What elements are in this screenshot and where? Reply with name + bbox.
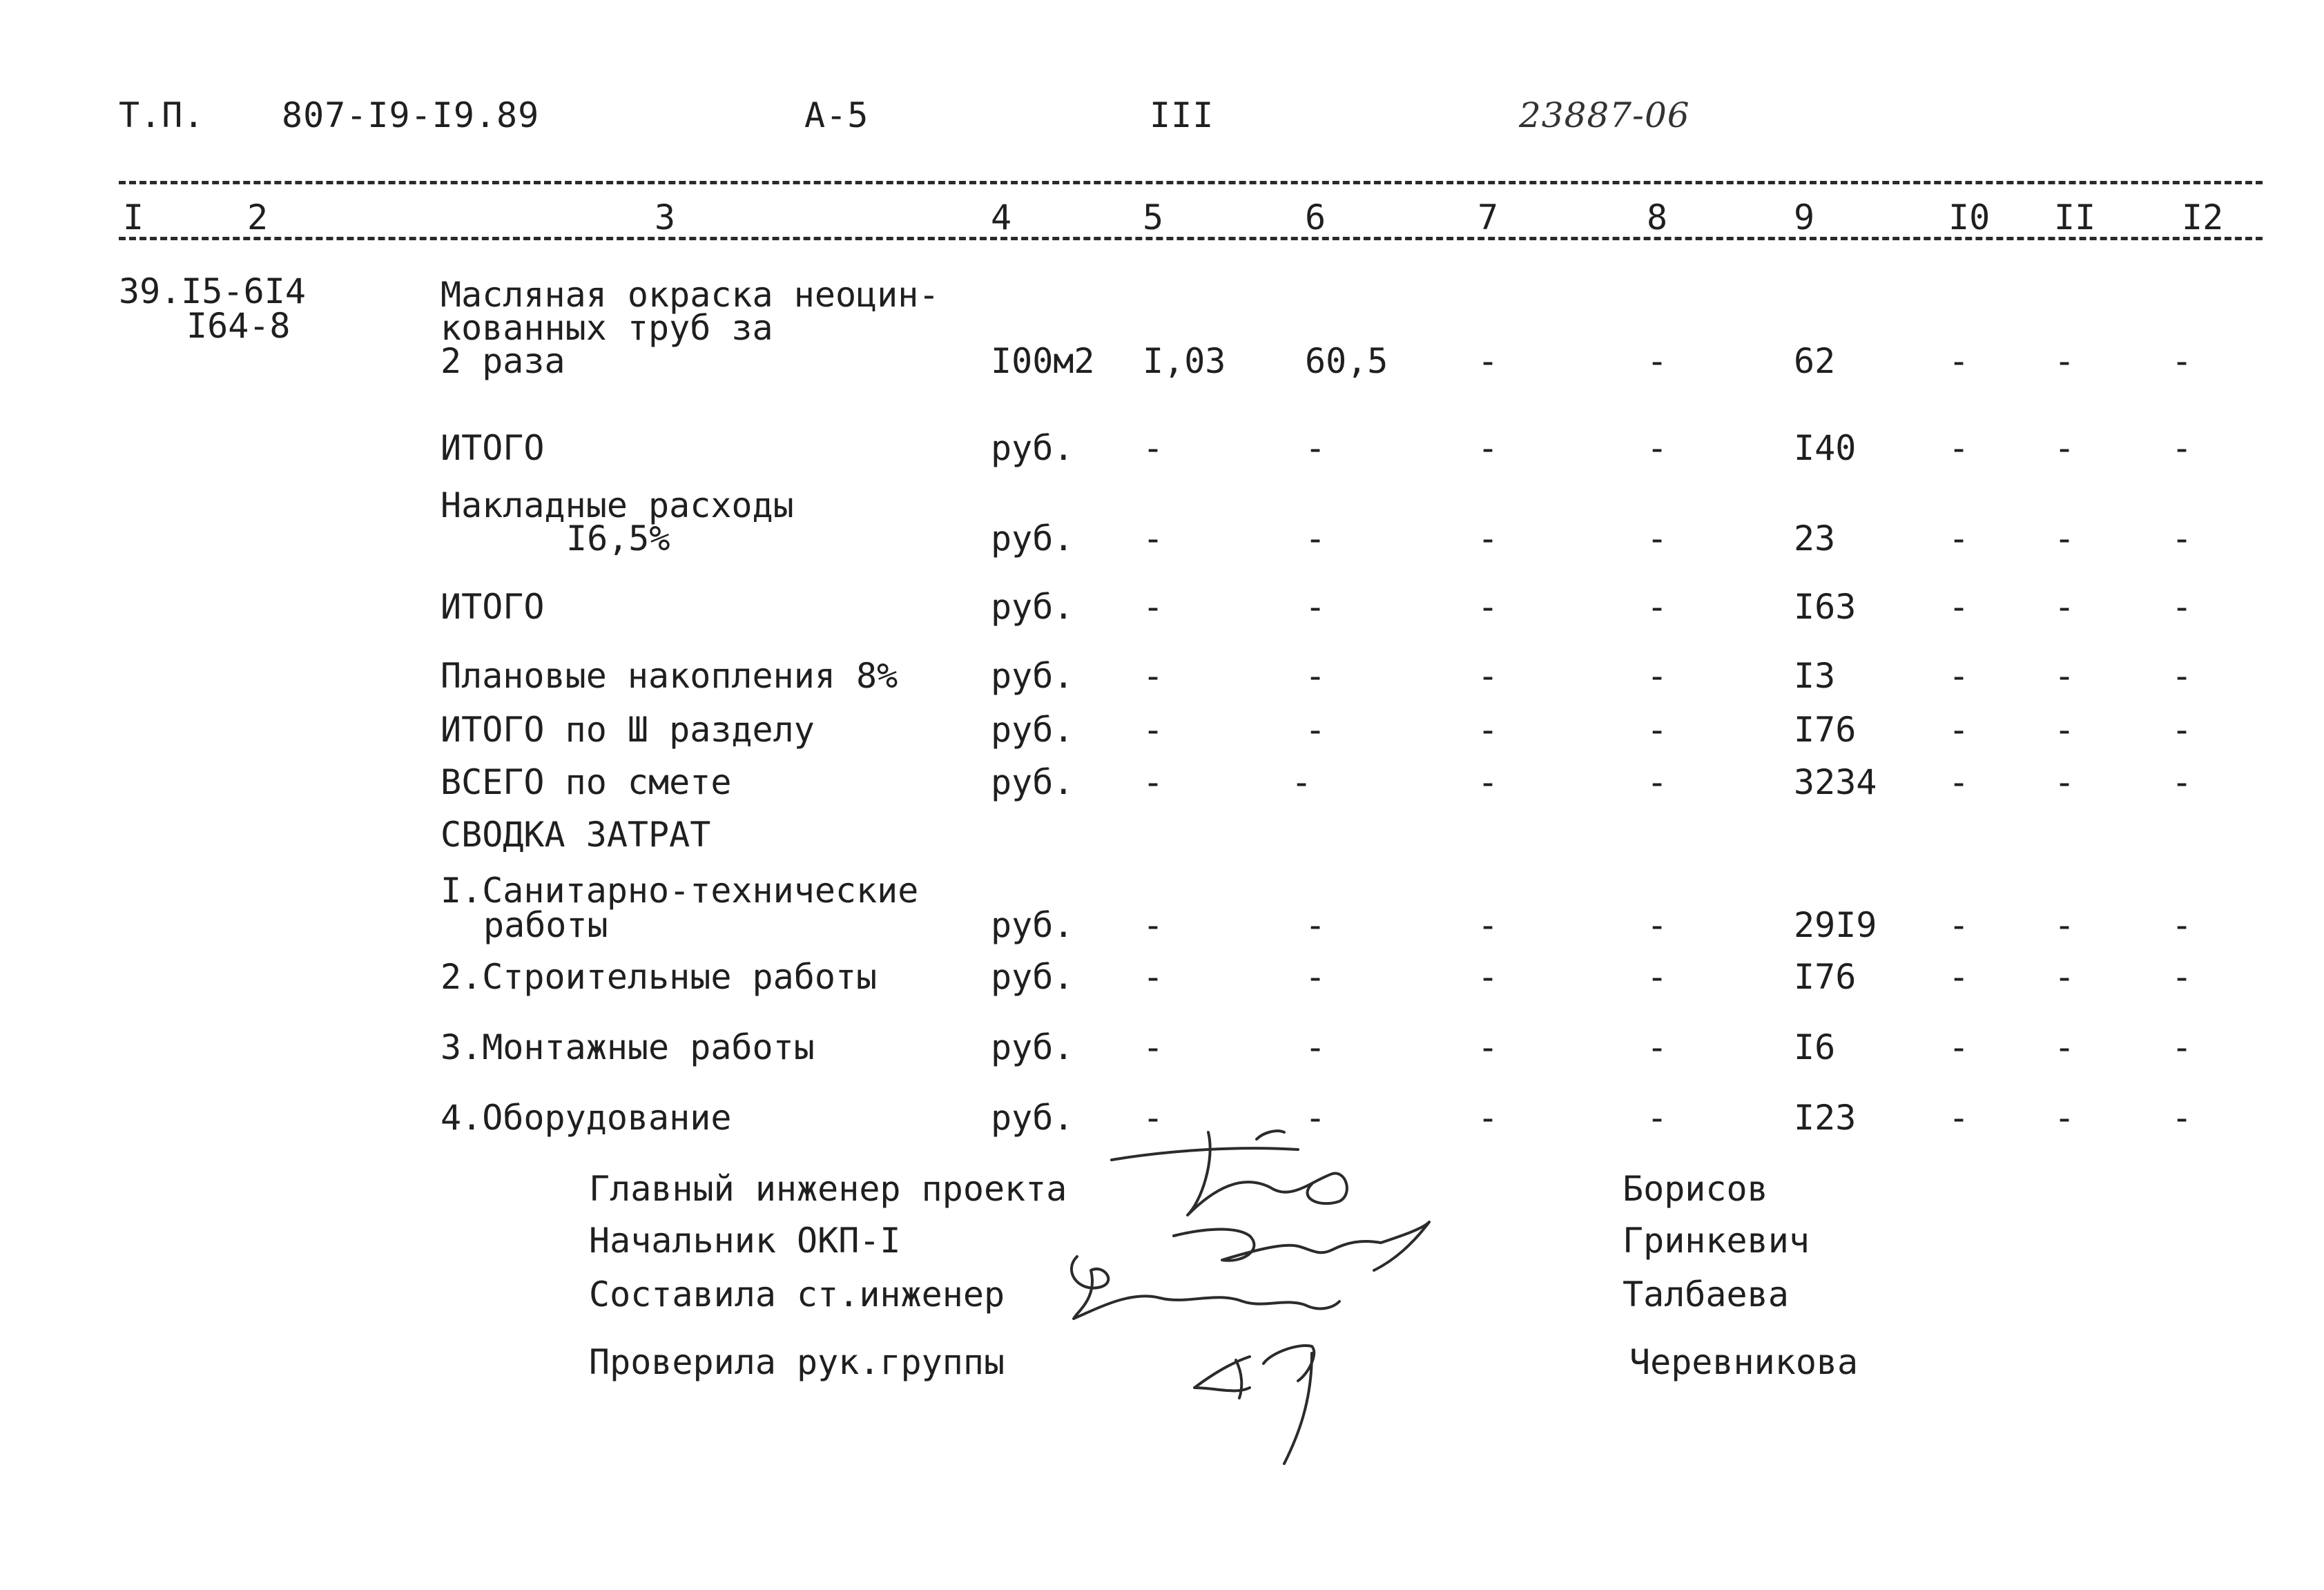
row-col10: - — [1948, 428, 1970, 468]
item-name-line2: кованных труб за — [440, 308, 773, 348]
summary-col7: - — [1478, 1098, 1499, 1138]
row-col8: - — [1647, 518, 1668, 559]
row-col5: - — [1143, 428, 1164, 468]
summary-col10: - — [1948, 1098, 1970, 1138]
row-name: ИТОГО — [440, 587, 545, 627]
summary-unit: руб. — [991, 1098, 1074, 1138]
row-col8: - — [1647, 710, 1668, 750]
signature-name-3: Талбаева — [1623, 1274, 1789, 1315]
row-name: ИТОГО по Ш разделу — [440, 710, 815, 750]
row-name-line2: I6,5% — [566, 518, 670, 559]
row-col11: - — [2054, 518, 2075, 559]
album-label: А-5 — [804, 95, 869, 135]
row-col6: - — [1291, 762, 1313, 802]
row-unit: руб. — [991, 710, 1074, 750]
row-col10: - — [1948, 587, 1970, 627]
row-col9: I40 — [1794, 428, 1857, 468]
row-col6: - — [1305, 518, 1326, 559]
row-col10: - — [1948, 656, 1970, 696]
signature-3 — [1072, 1257, 1339, 1319]
row-col7: - — [1478, 428, 1499, 468]
row-col5: - — [1143, 762, 1164, 802]
signature-role-1: Главный инженер проекта — [589, 1169, 1067, 1209]
item-code-line2: I64-8 — [186, 306, 291, 346]
summary-col12: - — [2171, 957, 2193, 997]
column-header-11: II — [2054, 197, 2096, 237]
row-col7: - — [1478, 587, 1499, 627]
row-unit: руб. — [991, 762, 1074, 802]
summary-col7: - — [1478, 905, 1499, 945]
summary-col11: - — [2054, 1027, 2075, 1067]
row-col10: - — [1948, 710, 1970, 750]
row-name: Накладные расходы — [440, 485, 794, 525]
row-col8: - — [1647, 587, 1668, 627]
signature-1 — [1112, 1131, 1347, 1215]
item-col8: - — [1647, 341, 1668, 381]
summary-col5: - — [1143, 1098, 1164, 1138]
column-header-10: I0 — [1948, 197, 1991, 237]
tp-label: Т.П. — [119, 95, 205, 135]
row-col5: - — [1143, 710, 1164, 750]
summary-col11: - — [2054, 905, 2075, 945]
row-col9: I63 — [1794, 587, 1857, 627]
item-col9: 62 — [1794, 341, 1836, 381]
column-header-6: 6 — [1305, 197, 1326, 237]
column-header-4: 4 — [991, 197, 1012, 237]
column-header-5: 5 — [1143, 197, 1164, 237]
row-col12: - — [2171, 710, 2193, 750]
summary-col6: - — [1305, 1027, 1326, 1067]
signature-4 — [1194, 1346, 1314, 1464]
item-code-line1: 39.I5-6I4 — [119, 271, 306, 311]
summary-unit: руб. — [991, 905, 1074, 945]
row-col7: - — [1478, 762, 1499, 802]
summary-col8: - — [1647, 905, 1668, 945]
row-name: ВСЕГО по смете — [440, 762, 732, 802]
row-col5: - — [1143, 518, 1164, 559]
column-header-8: 8 — [1647, 197, 1668, 237]
row-col12: - — [2171, 656, 2193, 696]
summary-col11: - — [2054, 1098, 2075, 1138]
row-col11: - — [2054, 587, 2075, 627]
summary-name: I.Санитарно-технические — [440, 871, 919, 911]
row-col6: - — [1305, 587, 1326, 627]
row-unit: руб. — [991, 587, 1074, 627]
summary-col5: - — [1143, 905, 1164, 945]
summary-col10: - — [1948, 905, 1970, 945]
signature-name-1: Борисов — [1623, 1169, 1768, 1209]
column-header-7: 7 — [1478, 197, 1499, 237]
summary-col6: - — [1305, 1098, 1326, 1138]
row-col11: - — [2054, 656, 2075, 696]
row-unit: руб. — [991, 518, 1074, 559]
row-col6: - — [1305, 428, 1326, 468]
summary-name: 4.Оборудование — [440, 1098, 732, 1138]
row-col8: - — [1647, 762, 1668, 802]
summary-col11: - — [2054, 957, 2075, 997]
row-col10: - — [1948, 762, 1970, 802]
column-header-3: 3 — [655, 197, 676, 237]
row-col9: 3234 — [1794, 762, 1877, 802]
summary-col12: - — [2171, 1098, 2193, 1138]
summary-name: 3.Монтажные работы — [440, 1027, 815, 1067]
row-col9: 23 — [1794, 518, 1836, 559]
column-header-2: 2 — [247, 197, 269, 237]
row-col8: - — [1647, 656, 1668, 696]
row-col11: - — [2054, 762, 2075, 802]
column-header-12: I2 — [2182, 197, 2224, 237]
doc-number: 807-I9-I9.89 — [282, 95, 540, 135]
row-unit: руб. — [991, 428, 1074, 468]
row-name: Плановые накопления 8% — [440, 656, 898, 696]
page-number: III — [1150, 95, 1214, 135]
row-name: ИТОГО — [440, 428, 545, 468]
row-col12: - — [2171, 587, 2193, 627]
summary-col7: - — [1478, 957, 1499, 997]
summary-col8: - — [1647, 1098, 1668, 1138]
handwritten-code: 23887-06 — [1519, 95, 1690, 135]
signature-role-4: Проверила рук.группы — [589, 1342, 1005, 1382]
row-unit: руб. — [991, 656, 1074, 696]
summary-col5: - — [1143, 957, 1164, 997]
item-name-line1: Масляная окраска неоцин- — [440, 275, 940, 315]
row-col10: - — [1948, 518, 1970, 559]
signature-name-2: Гринкевич — [1623, 1221, 1810, 1261]
row-col9: I76 — [1794, 710, 1857, 750]
summary-unit: руб. — [991, 1027, 1074, 1067]
row-col12: - — [2171, 428, 2193, 468]
column-header-1: I — [123, 197, 144, 237]
column-header-9: 9 — [1794, 197, 1815, 237]
row-col11: - — [2054, 428, 2075, 468]
summary-col10: - — [1948, 1027, 1970, 1067]
summary-col12: - — [2171, 1027, 2193, 1067]
row-col5: - — [1143, 587, 1164, 627]
row-col11: - — [2054, 710, 2075, 750]
summary-col5: - — [1143, 1027, 1164, 1067]
row-col12: - — [2171, 762, 2193, 802]
row-col7: - — [1478, 710, 1499, 750]
item-col7: - — [1478, 341, 1499, 381]
summary-name-line2: работы — [483, 905, 608, 945]
summary-col6: - — [1305, 905, 1326, 945]
summary-title: СВОДКА ЗАТРАТ — [440, 815, 711, 855]
summary-col8: - — [1647, 957, 1668, 997]
signature-role-3: Составила ст.инженер — [589, 1274, 1005, 1315]
item-col10: - — [1948, 341, 1970, 381]
row-col9: I3 — [1794, 656, 1836, 696]
summary-col6: - — [1305, 957, 1326, 997]
row-col7: - — [1478, 656, 1499, 696]
summary-name: 2.Строительные работы — [440, 957, 878, 997]
row-col12: - — [2171, 518, 2193, 559]
summary-unit: руб. — [991, 957, 1074, 997]
row-col6: - — [1305, 710, 1326, 750]
item-col12: - — [2171, 341, 2193, 381]
signature-2 — [1174, 1222, 1429, 1270]
row-col5: - — [1143, 656, 1164, 696]
row-col7: - — [1478, 518, 1499, 559]
summary-col12: - — [2171, 905, 2193, 945]
item-unit: I00м2 — [991, 341, 1095, 381]
row-col6: - — [1305, 656, 1326, 696]
summary-col8: - — [1647, 1027, 1668, 1067]
summary-col9: I76 — [1794, 957, 1857, 997]
item-qty: I,03 — [1143, 341, 1226, 381]
summary-col9: 29I9 — [1794, 905, 1877, 945]
item-col11: - — [2054, 341, 2075, 381]
summary-col7: - — [1478, 1027, 1499, 1067]
summary-col10: - — [1948, 957, 1970, 997]
signature-name-4: Черевникова — [1629, 1342, 1859, 1382]
summary-col9: I23 — [1794, 1098, 1857, 1138]
item-name-line3: 2 раза — [440, 341, 565, 381]
row-col8: - — [1647, 428, 1668, 468]
item-price: 60,5 — [1305, 341, 1388, 381]
signature-role-2: Начальник ОКП-I — [589, 1221, 901, 1261]
summary-col9: I6 — [1794, 1027, 1836, 1067]
